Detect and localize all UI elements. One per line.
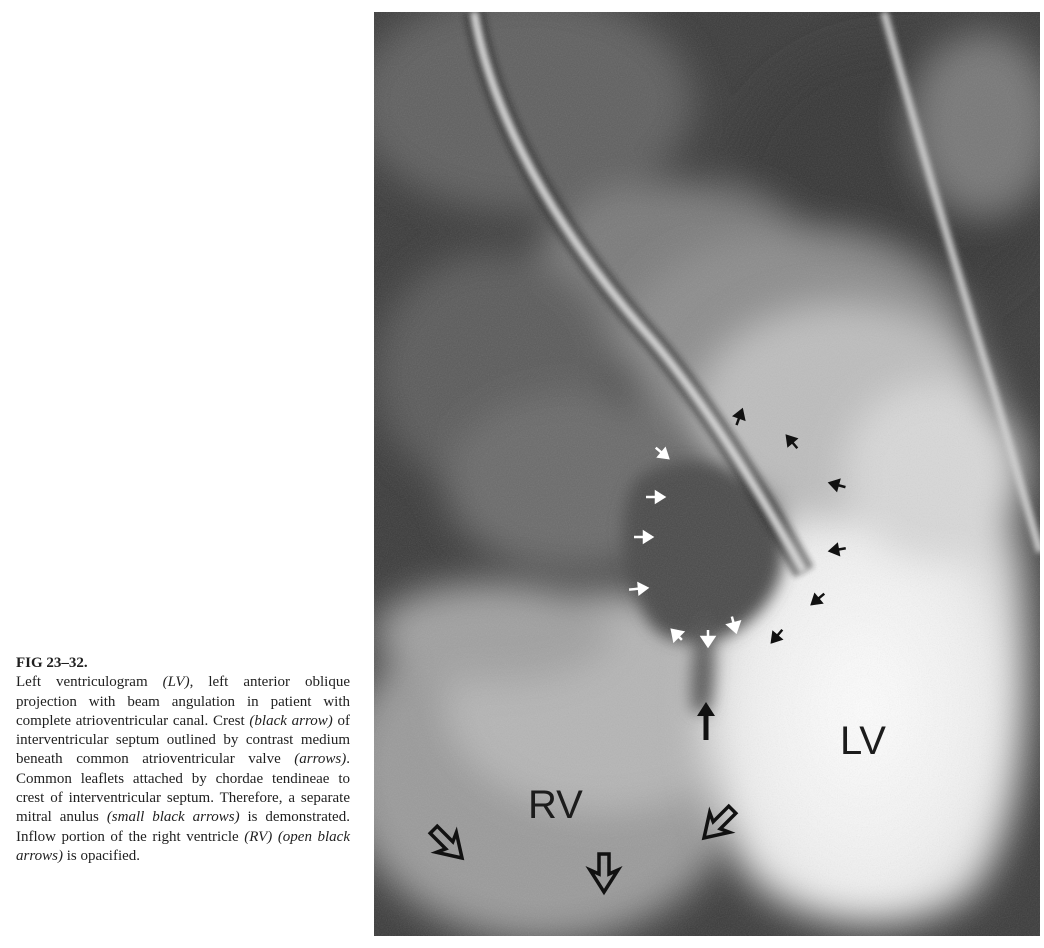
caption-seg-12: is opacified. (62, 847, 141, 864)
caption-seg-5: (arrows) (294, 751, 347, 768)
caption-seg-4: of interventricular septum outlined by contrast medium beneath common atrioventricular valve (16, 712, 350, 768)
caption-seg-0: Left ventriculogram (16, 674, 163, 691)
caption-seg-6: . Common leaflets attached by chordae tendineae to crest of interventricular septum. Therefore, a separate mitral anulus (16, 751, 350, 826)
caption-seg-3: (black arrow) (249, 712, 333, 729)
ventriculogram-image (374, 12, 1040, 936)
lv-label: LV (840, 719, 886, 763)
rv-label: RV (528, 783, 583, 827)
caption-seg-1: (LV) (162, 674, 190, 691)
caption-seg-7: (small black arrows) (106, 809, 240, 826)
caption-text (16, 674, 350, 864)
caption-seg-2: , left anterior oblique projection with beam angulation in patient with complete atrioventricular canal. Crest (16, 674, 350, 729)
caption-seg-11: (open black arrows) (16, 828, 350, 864)
figure-number: FIG 23–32. (16, 655, 88, 671)
figure-caption (16, 654, 350, 866)
caption-seg-8: is demonstrated. Inflow portion of the right ventricle (16, 809, 350, 845)
caption-seg-9: (RV) (244, 828, 273, 845)
film-grain (374, 12, 1040, 936)
